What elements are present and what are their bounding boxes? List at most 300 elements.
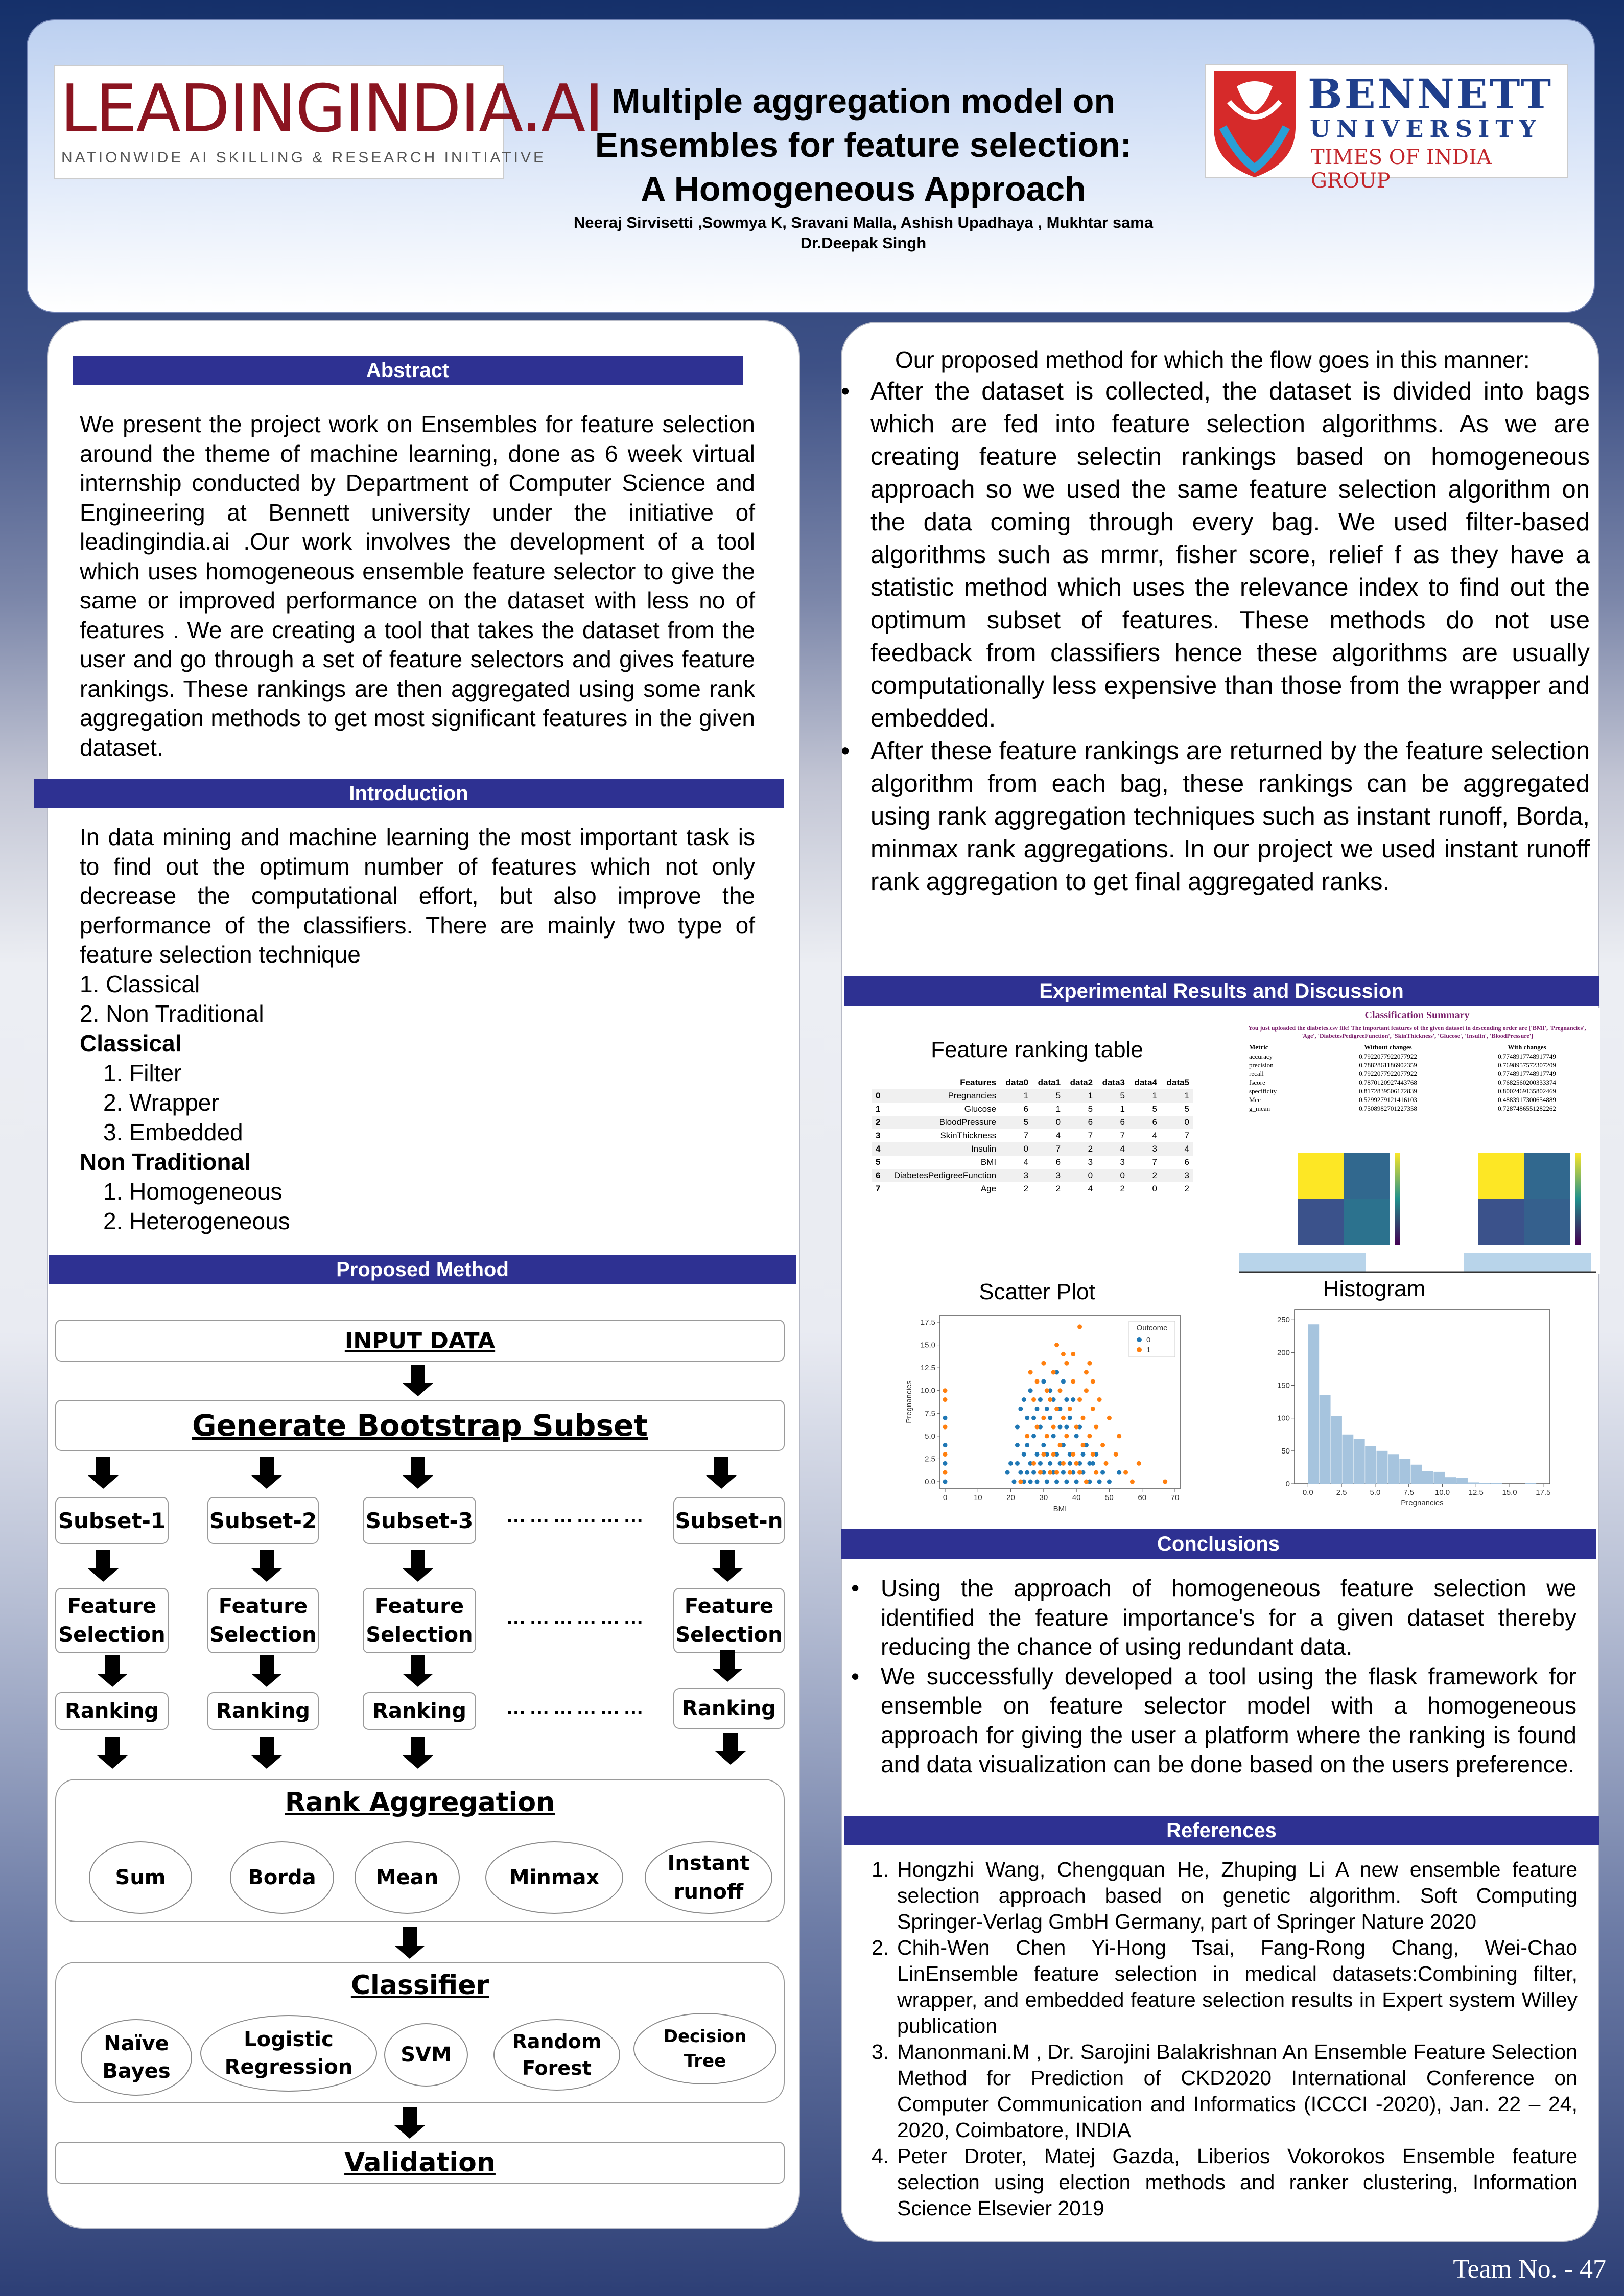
table-cell: 3 [1161, 1169, 1193, 1182]
reference-item [872, 1857, 1578, 1935]
scatter-point-0 [1100, 1470, 1105, 1475]
metric-cell: 0.7748917748917749 [1498, 1070, 1556, 1077]
results-heading: Experimental Results and Discussion [844, 976, 1599, 1006]
agg-minmax-label: Minmax [509, 1866, 600, 1889]
scatter-xtick-label: 70 [1170, 1493, 1180, 1502]
scatter-point-1 [1117, 1434, 1121, 1438]
table-cell: 4 [872, 1142, 885, 1156]
subset-1-label: Subset-1 [58, 1508, 166, 1533]
table-header-cell: data4 [1134, 1077, 1157, 1087]
arrow-bootstrap-subset-n [706, 1457, 737, 1489]
table-cell: 1 [1000, 1089, 1032, 1103]
validation-label: Validation [344, 2147, 496, 2178]
clf-naive-bayes-label: Naïve Bayes [102, 2032, 171, 2083]
clf-logistic-label: Logistic Regression [224, 2028, 353, 2079]
arrow-agg-classifier [394, 1927, 425, 1959]
scatter-point-1 [1071, 1379, 1075, 1384]
scatter-point-0 [1097, 1480, 1102, 1484]
scatter-point-1 [1028, 1370, 1033, 1375]
agg-mean-label: Mean [375, 1866, 439, 1889]
scatter-point-1 [1068, 1407, 1072, 1411]
hist-xtick-label: 2.5 [1336, 1488, 1347, 1497]
table-cell: 3 [1129, 1142, 1161, 1156]
scatter-plot [904, 1310, 1190, 1525]
scatter-point-1 [1048, 1397, 1052, 1402]
table-cell: 0 [1065, 1169, 1097, 1182]
feature-selection-n-label: Feature Selection [675, 1595, 783, 1647]
table-cell: 7 [1184, 1131, 1189, 1140]
reference-number: 1. [872, 1858, 889, 1881]
hist-ytick-label: 50 [1281, 1446, 1290, 1456]
abstract-text: We present the project work on Ensembles for feature selection around the theme of machine learning, done as 6 week virtual internship conducted by Department of Computer Science and Engineering at Bennett university under the initiative of leadingindia.ai .Our work involves the development of a tool which uses homogeneous ensemble feature selector to give the same or improved performance on the dataset with less no of features . We are creating a tool that takes the dataset from the user and go through a set of feature selectors and gives feature rankings. These rankings are then aggregated using some rank aggregation methods to get most significant features in the given dataset. [80, 411, 755, 761]
scatter-point-1 [1018, 1480, 1023, 1484]
scatter-point-1 [1091, 1452, 1095, 1457]
arrow-input-bootstrap [403, 1365, 433, 1396]
classification-metrics-table [1249, 1043, 1589, 1113]
title-line-1: Multiple aggregation model on [611, 82, 1115, 121]
hist-ytick-label: 250 [1277, 1316, 1290, 1325]
scatter-point-0 [1028, 1388, 1033, 1393]
reference-number: 3. [872, 2040, 889, 2064]
table-cell: 6 [1065, 1116, 1097, 1129]
table-cell: 2 [1184, 1184, 1189, 1193]
scatter-point-0 [1012, 1480, 1017, 1484]
metric-cell: 0.8002469135802469 [1498, 1087, 1556, 1095]
scatter-point-0 [1068, 1416, 1072, 1420]
feature-selection-1-label: Feature Selection [58, 1595, 166, 1647]
table-row [872, 1142, 1193, 1156]
hist-bar [1411, 1465, 1422, 1484]
reference-text: Peter Droter, Matej Gazda, Liberios Vokorokos Ensemble feature selection using election methods and ranker clustering, Information Science Elsevier 2019 [897, 2144, 1578, 2220]
scatter-point-0 [943, 1443, 948, 1447]
scatter-point-0 [1081, 1452, 1086, 1457]
method-flow-bullet-2 [841, 735, 1590, 898]
scatter-point-0 [1071, 1397, 1075, 1402]
scatter-point-1 [1054, 1343, 1059, 1347]
arrow-fs-ranking-2 [251, 1655, 282, 1687]
hist-bar [1422, 1471, 1433, 1484]
classical-wrapper: 2. Wrapper [103, 1089, 219, 1116]
hist-ytick-label: 0 [1285, 1480, 1290, 1488]
hist-bar [1388, 1454, 1399, 1484]
scatter-point-1 [1081, 1416, 1086, 1420]
metric-cell: 0.4883917300654889 [1498, 1096, 1556, 1104]
table-cell: BMI [980, 1157, 997, 1167]
hist-bar [1399, 1459, 1410, 1484]
table-row [872, 1103, 1193, 1116]
feature-selection-2-label: Feature Selection [209, 1595, 317, 1647]
scatter-point-1 [1051, 1425, 1056, 1430]
nontrad-heterogeneous: 2. Heterogeneous [103, 1208, 290, 1234]
table-cell: 3 [1088, 1157, 1093, 1167]
scatter-point-0 [1117, 1470, 1121, 1475]
hist-xtick-label: 7.5 [1403, 1488, 1415, 1497]
scatter-point-0 [1018, 1470, 1023, 1475]
scatter-point-1 [1084, 1388, 1089, 1393]
scatter-legend-label: 0 [1146, 1336, 1151, 1344]
scatter-point-0 [1054, 1480, 1059, 1484]
scatter-legend-label: 1 [1146, 1346, 1151, 1354]
scatter-point-0 [1031, 1470, 1036, 1475]
scatter-point-0 [1074, 1434, 1079, 1438]
scatter-point-1 [1051, 1452, 1056, 1457]
conclusion-item-2 [851, 1662, 1576, 1779]
scatter-point-0 [1061, 1379, 1066, 1384]
scatter-xtick-label: 20 [1006, 1493, 1015, 1502]
scatter-point-1 [1074, 1425, 1079, 1430]
scatter-point-0 [1045, 1407, 1049, 1411]
metric-cell: 0.7682560200333374 [1498, 1079, 1556, 1086]
scatter-xtick-label: 30 [1039, 1493, 1048, 1502]
table-cell: Glucose [964, 1104, 997, 1114]
scatter-point-0 [1048, 1416, 1052, 1420]
table-cell: 1 [1065, 1089, 1097, 1103]
classical-embedded: 3. Embedded [103, 1119, 243, 1145]
metric-cell: Mcc [1249, 1096, 1261, 1104]
scatter-point-0 [1041, 1443, 1046, 1447]
scatter-point-0 [1022, 1452, 1026, 1457]
nontrad-heading: Non Traditional [80, 1149, 251, 1175]
scatter-point-0 [943, 1480, 948, 1484]
hist-bar [1456, 1478, 1468, 1484]
metric-cell: fscore [1249, 1079, 1265, 1086]
hist-bar [1342, 1435, 1353, 1484]
hist-bar [1479, 1483, 1491, 1484]
scatter-xtick-label: 40 [1072, 1493, 1081, 1502]
table-cell: 2 [1065, 1142, 1097, 1156]
scatter-point-1 [1091, 1407, 1095, 1411]
team-number: Team No. - 47 [1453, 2255, 1606, 2284]
title-line-3: A Homogeneous Approach [641, 170, 1086, 208]
ranking-1-label: Ranking [65, 1699, 159, 1723]
arrow-subset-fs-n [712, 1550, 743, 1582]
hist-bar [1445, 1477, 1456, 1484]
hist-xtick-label: 17.5 [1536, 1488, 1551, 1497]
subset-n-label: Subset-n [675, 1508, 783, 1533]
table-cell: 7 [1023, 1131, 1029, 1140]
scatter-point-1 [1084, 1370, 1089, 1375]
histogram-plot [1259, 1305, 1570, 1514]
with-col-header: With changes [1508, 1043, 1546, 1051]
table-cell: 6 [872, 1169, 885, 1182]
ranking-2-label: Ranking [216, 1699, 310, 1723]
scatter-point-1 [943, 1397, 948, 1402]
metric-cell: 0.7748917748917749 [1498, 1052, 1556, 1060]
metric-cell: 0.7922077922077922 [1359, 1052, 1417, 1060]
ranking-n-label: Ranking [682, 1697, 776, 1720]
scatter-point-0 [1015, 1425, 1020, 1430]
scatter-ylabel: Pregnancies [905, 1380, 913, 1423]
scatter-point-1 [1045, 1388, 1049, 1393]
scatter-point-1 [1038, 1470, 1043, 1475]
flow-arrows [0, 0, 817, 2197]
bullet-dot-icon: • [851, 1662, 860, 1690]
clf-random-forest-label: Random Forest [512, 2030, 602, 2079]
bennett-logo [1205, 64, 1568, 193]
table-cell: 1 [1161, 1089, 1193, 1103]
feature-selection-dots: ……………… [506, 1606, 647, 1629]
confusion-matrix-without [1298, 1153, 1400, 1245]
scatter-ytick-label: 12.5 [920, 1364, 935, 1373]
metric-cell: recall [1249, 1070, 1264, 1077]
scatter-point-0 [1064, 1425, 1069, 1430]
reference-item [872, 1935, 1578, 2039]
table-cell: 0 [1032, 1116, 1065, 1129]
scatter-point-1 [1081, 1443, 1086, 1447]
conclusions-list [851, 1574, 1576, 1779]
bennett-sub: UNIVERSITY [1310, 115, 1542, 143]
table-cell: 2 [1055, 1184, 1061, 1193]
scatter-point-1 [1031, 1397, 1036, 1402]
table-cell: Pregnancies [885, 1089, 1001, 1103]
scatter-point-0 [1038, 1397, 1043, 1402]
table-row [872, 1089, 1193, 1103]
hist-bar [1354, 1439, 1365, 1484]
scatter-point-1 [1058, 1388, 1063, 1393]
proposed-heading: Proposed Method [49, 1255, 796, 1284]
scatter-ytick-label: 2.5 [925, 1455, 935, 1464]
scatter-point-1 [1041, 1452, 1046, 1457]
table-cell: 0 [1152, 1184, 1157, 1193]
hist-xtick-label: 15.0 [1502, 1488, 1517, 1497]
scatter-point-1 [1064, 1361, 1069, 1366]
hist-xtick-label: 10.0 [1434, 1488, 1450, 1497]
classifier-title: Classifier [350, 1970, 489, 2001]
ranking-3-label: Ranking [372, 1699, 466, 1723]
scatter-point-1 [1123, 1470, 1128, 1475]
scatter-ytick-label: 7.5 [925, 1409, 935, 1418]
scatter-point-1 [943, 1470, 948, 1475]
table-cell: 1 [1055, 1104, 1061, 1114]
table-cell: 3 [1032, 1169, 1065, 1182]
scatter-ytick-label: 10.0 [920, 1386, 935, 1395]
table-cell: 0 [872, 1089, 885, 1103]
references-list [872, 1857, 1578, 2221]
table-cell: 5 [1000, 1116, 1032, 1129]
arrow-subset-fs-1 [88, 1550, 119, 1582]
scatter-point-1 [1091, 1379, 1095, 1384]
metric-cell: 0.7882861186902359 [1359, 1061, 1417, 1069]
scatter-point-1 [1077, 1397, 1082, 1402]
classification-note: You just uploaded the diabetes.csv file! The important features of the given dataset in descending order are ['BMI', 'Pregnancies', 'Age', 'DiabetesPedigreeFunction', 'SkinThickness', 'Glucose', 'Insulin', 'BloodPressure'] [1248, 1024, 1586, 1039]
table-cell: 4 [1055, 1131, 1061, 1140]
scatter-point-1 [1041, 1416, 1046, 1420]
table-cell: 3 [876, 1131, 881, 1140]
reference-number: 2. [872, 1936, 889, 1959]
table-cell: 6 [1184, 1157, 1189, 1167]
table-header-cell: data0 [1005, 1077, 1029, 1087]
method-flow-bullet-2-text: After these feature rankings are returned by the feature selection algorithm from each bag, these rankings can be aggregated using rank aggregation techniques such as instant runoff, Borda, minmax rank aggregations. In our project we used instant runoff rank aggregation to get final aggregated ranks. [870, 737, 1590, 896]
metric-cell: g_mean [1249, 1105, 1270, 1112]
table-cell: 5 [1088, 1104, 1093, 1114]
hist-bar [1433, 1472, 1445, 1484]
table-cell: SkinThickness [940, 1131, 997, 1140]
arrow-subset-fs-2 [251, 1550, 282, 1582]
scatter-point-1 [1114, 1452, 1118, 1457]
arrow-fs-ranking-n [712, 1650, 743, 1682]
table-row [872, 1116, 1193, 1129]
scatter-point-1 [1061, 1352, 1066, 1356]
scatter-point-1 [1064, 1434, 1069, 1438]
metric-cell: precision [1249, 1061, 1274, 1069]
table-cell: 2 [872, 1116, 885, 1129]
table-cell: 1 [1129, 1089, 1161, 1103]
metric-row [1249, 1078, 1589, 1087]
table-cell: 5 [876, 1157, 881, 1167]
scatter-point-1 [1087, 1361, 1092, 1366]
scatter-xtick-label: 50 [1105, 1493, 1114, 1502]
metric-row [1249, 1095, 1589, 1104]
table-cell: 7 [1152, 1157, 1157, 1167]
table-cell: 6 [1055, 1157, 1061, 1167]
metric-row [1249, 1052, 1589, 1061]
table-cell: 4 [1152, 1131, 1157, 1140]
title-line-2: Ensembles for feature selection: [595, 126, 1132, 165]
table-row [872, 1129, 1193, 1142]
scatter-point-1 [1100, 1443, 1105, 1447]
agg-borda-label: Borda [248, 1866, 316, 1889]
arrow-ranking-agg-1 [97, 1737, 128, 1769]
scatter-point-0 [1025, 1470, 1029, 1475]
table-cell: 6 [1129, 1116, 1161, 1129]
table-header-cell: data1 [1038, 1077, 1061, 1087]
scatter-point-0 [1048, 1461, 1052, 1466]
arrow-classifier-validation [394, 2107, 425, 2139]
scatter-point-1 [943, 1425, 948, 1430]
classification-title: Classification Summary [1364, 1010, 1470, 1021]
scatter-point-1 [1087, 1434, 1092, 1438]
scatter-ytick-label: 15.0 [920, 1341, 935, 1350]
metric-cell: 0.7287486551282262 [1498, 1105, 1556, 1112]
feature-table-title: Feature ranking table [931, 1037, 1143, 1062]
feature-ranking-table [872, 1076, 1193, 1196]
scatter-point-1 [1094, 1425, 1098, 1430]
hist-bar [1331, 1416, 1342, 1484]
scatter-point-1 [943, 1388, 948, 1393]
method-flow-bullet-1 [841, 375, 1590, 735]
arrow-ranking-agg-3 [403, 1737, 433, 1769]
metric-row [1249, 1069, 1589, 1078]
table-cell: 5 [1152, 1104, 1157, 1114]
scatter-point-0 [1022, 1397, 1026, 1402]
scatter-ytick-label: 5.0 [925, 1432, 935, 1441]
classical-filter: 1. Filter [103, 1060, 182, 1086]
scatter-point-1 [1061, 1416, 1066, 1420]
arrow-bootstrap-subset-3 [403, 1457, 433, 1489]
scatter-point-0 [1015, 1443, 1020, 1447]
metric-cell: 0.7508982701227358 [1359, 1105, 1417, 1112]
nontrad-homogeneous: 1. Homogeneous [103, 1178, 283, 1205]
table-cell: 7 [1088, 1131, 1093, 1140]
scatter-point-1 [1137, 1461, 1141, 1466]
scatter-xtick-label: 0 [943, 1493, 948, 1502]
scatter-point-1 [1054, 1470, 1059, 1475]
table-cell: 7 [1120, 1131, 1125, 1140]
table-cell: 6 [1023, 1104, 1029, 1114]
hist-bar [1377, 1451, 1388, 1484]
hist-xtick-label: 12.5 [1468, 1488, 1484, 1497]
hist-ytick-label: 200 [1277, 1348, 1290, 1357]
clf-decision-tree-label: Decision Tree [663, 2026, 747, 2071]
method-flow-bullet-1-text: After the dataset is collected, the dataset is divided into bags which are fed into feature selection algorithms. As we are creating feature selectin rankings based on homogeneous approach so we used the same feature selection algorithm on the data coming through every bag. We used filter-based algorithms such as mrmr, fisher score, relief f as they have a statistic method which uses the relevance index to find out the optimum subset of features. These methods do not use feedback from classifiers hence these algorithms are usually computationally less expensive than those from the wrapper and embedded. [870, 378, 1590, 732]
hist-bar [1320, 1395, 1331, 1484]
scatter-point-1 [1077, 1324, 1082, 1329]
table-cell: 7 [1032, 1142, 1065, 1156]
hist-bar [1365, 1446, 1376, 1484]
scatter-point-0 [1025, 1443, 1029, 1447]
scatter-point-0 [1035, 1452, 1040, 1457]
table-cell: DiabetesPedigreeFunction [885, 1169, 1001, 1182]
scatter-point-1 [1054, 1407, 1059, 1411]
scatter-point-0 [943, 1461, 948, 1466]
reference-number: 4. [872, 2144, 889, 2168]
scatter-point-1 [1104, 1461, 1109, 1466]
table-header-cell: Features [960, 1077, 997, 1087]
arrow-fs-ranking-3 [403, 1655, 433, 1687]
intro-type-nontrad: 2. Non Traditional [80, 1000, 264, 1027]
hist-xtick-label: 5.0 [1370, 1488, 1381, 1497]
table-cell: 7 [876, 1184, 881, 1193]
scatter-point-0 [1031, 1416, 1036, 1420]
table-cell: 1 [876, 1104, 881, 1114]
bennett-crest-icon [1209, 66, 1301, 178]
agg-sum-label: Sum [115, 1866, 166, 1889]
rank-aggregation-title: Rank Aggregation [285, 1787, 555, 1818]
table-cell: 1 [1120, 1104, 1125, 1114]
scatter-legend-marker [1137, 1337, 1142, 1342]
scatter-point-1 [1051, 1370, 1056, 1375]
table-cell: 2 [1023, 1184, 1029, 1193]
hist-xtick-label: 0.0 [1302, 1488, 1313, 1497]
scatter-point-1 [1084, 1480, 1089, 1484]
reference-text: Manonmani.M , Dr. Sarojini Balakrishnan An Ensemble Feature Selection Method for Prediction of CKD2020 International Conference on Computer Communication and Informatics (ICCCI -2020), Jan. 22 – 24, 2020, Coimbatore, INDIA [897, 2040, 1578, 2142]
scatter-xtick-label: 60 [1138, 1493, 1147, 1502]
arrow-ranking-agg-2 [251, 1737, 282, 1769]
scatter-point-0 [1028, 1480, 1033, 1484]
scatter-title: Scatter Plot [979, 1279, 1095, 1304]
scatter-ytick-label: 17.5 [920, 1318, 935, 1327]
table-row [872, 1169, 1193, 1182]
subset-2-label: Subset-2 [209, 1508, 317, 1533]
conclusion-item-1 [851, 1574, 1576, 1662]
ranking-dots: ……………… [506, 1696, 647, 1719]
scatter-point-1 [1035, 1425, 1040, 1430]
hist-bar [1491, 1483, 1502, 1484]
table-cell: 4 [1097, 1142, 1129, 1156]
scatter-point-0 [1035, 1480, 1040, 1484]
hist-xlabel: Pregnancies [1401, 1498, 1444, 1507]
conclusion-item-2-text: We successfully developed a tool using the flask framework for ensemble on feature selector model with a homogeneous approach for giving the user a platform where the ranking is found and data visualization can be done based on the users preference. [881, 1662, 1576, 1777]
table-cell: 0 [1161, 1116, 1193, 1129]
scatter-point-1 [1107, 1416, 1112, 1420]
table-cell: 4 [1088, 1184, 1093, 1193]
scatter-point-1 [1058, 1443, 1063, 1447]
arrow-bootstrap-subset-1 [88, 1457, 119, 1489]
scatter-point-1 [1061, 1461, 1066, 1466]
table-header-cell [872, 1076, 885, 1089]
scatter-point-1 [1074, 1461, 1079, 1466]
scatter-point-1 [943, 1452, 948, 1457]
table-header-cell: data5 [1166, 1077, 1189, 1087]
scatter-point-0 [1038, 1461, 1043, 1466]
metric-row [1249, 1087, 1589, 1095]
table-cell: BloodPressure [885, 1116, 1001, 1129]
intro-type-classical: 1. Classical [80, 971, 200, 997]
scatter-point-0 [1087, 1461, 1092, 1466]
table-cell: 6 [1097, 1116, 1129, 1129]
table-header-cell: data2 [1070, 1077, 1093, 1087]
without-col-header: Without changes [1364, 1043, 1412, 1051]
